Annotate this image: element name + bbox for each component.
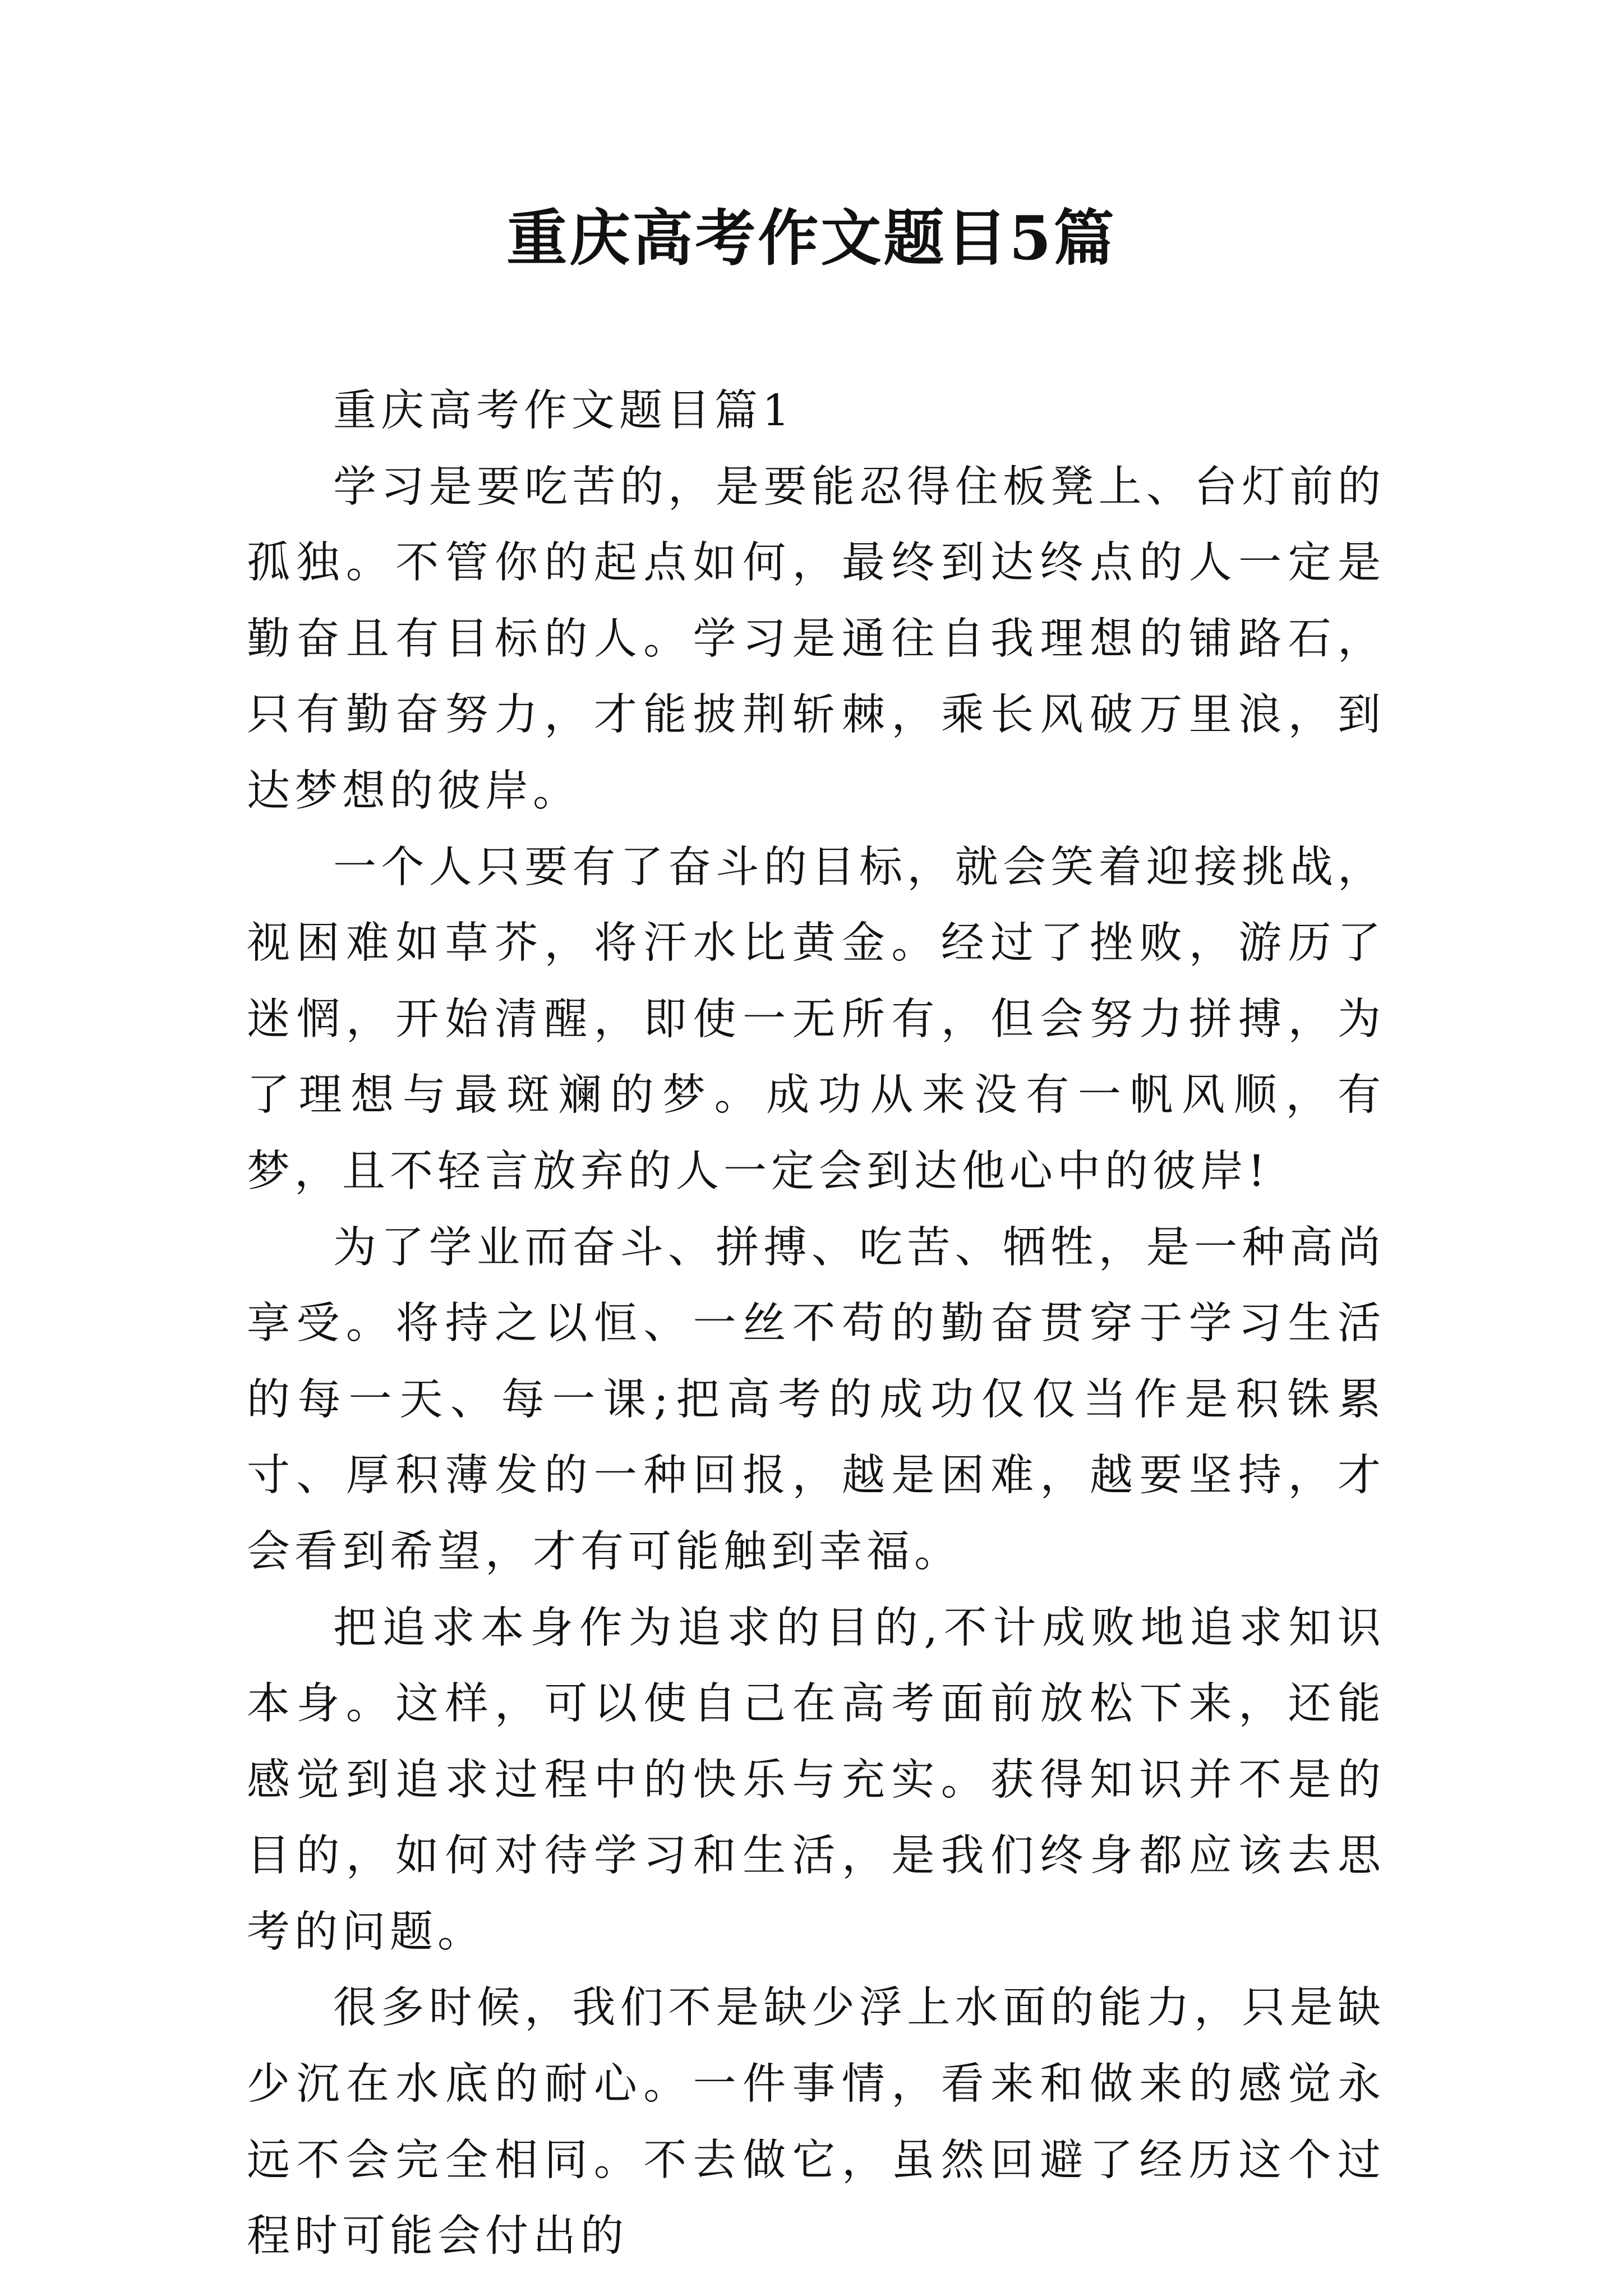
paragraph: 一个人只要有了奋斗的目标，就会笑着迎接挑战，视困难如草芥，将汗水比黄金。经过了挫败，游历了迷惘，开始清醒，即使一无所有，但会努力拼搏，为了理想与最斑斓的梦。成功从来没有一帆风顺，有梦，且不轻言放弃的人一定会到达他心中的彼岸! <box>247 842 1385 1197</box>
document-title: 重庆高考作文题目5篇 <box>506 203 1117 274</box>
paragraph: 学习是要吃苦的，是要能忍得住板凳上、台灯前的孤独。不管你的起点如何，最终到达终点的人一定是勤奋且有目标的人。学习是通往自我理想的铺路石，只有勤奋努力，才能披荆斩棘，乘长风破万里浪，到达梦想的彼岸。 <box>247 462 1385 816</box>
section-heading: 重庆高考作文题目篇1 <box>333 386 794 436</box>
document-body <box>247 373 1385 2275</box>
paragraph: 为了学业而奋斗、拼搏、吃苦、牺牲，是一种高尚享受。将持之以恒、一丝不苟的勤奋贯穿于学习生活的每一天、每一课;把高考的成功仅仅当作是积铢累寸、厚积薄发的一种回报，越是困难，越要坚持，才会看到希望，才有可能触到幸福。 <box>247 1222 1385 1577</box>
paragraph: 把追求本身作为追求的目的,不计成败地追求知识本身。这样，可以使自己在高考面前放松下来，还能感觉到追求过程中的快乐与充实。获得知识并不是的目的，如何对待学习和生活，是我们终身都应该去思考的问题。 <box>247 1603 1385 1957</box>
paragraph: 很多时候，我们不是缺少浮上水面的能力，只是缺少沉在水底的耐心。一件事情，看来和做来的感觉永远不会完全相同。不去做它，虽然回避了经历这个过程时可能会付出的 <box>247 1983 1385 2262</box>
